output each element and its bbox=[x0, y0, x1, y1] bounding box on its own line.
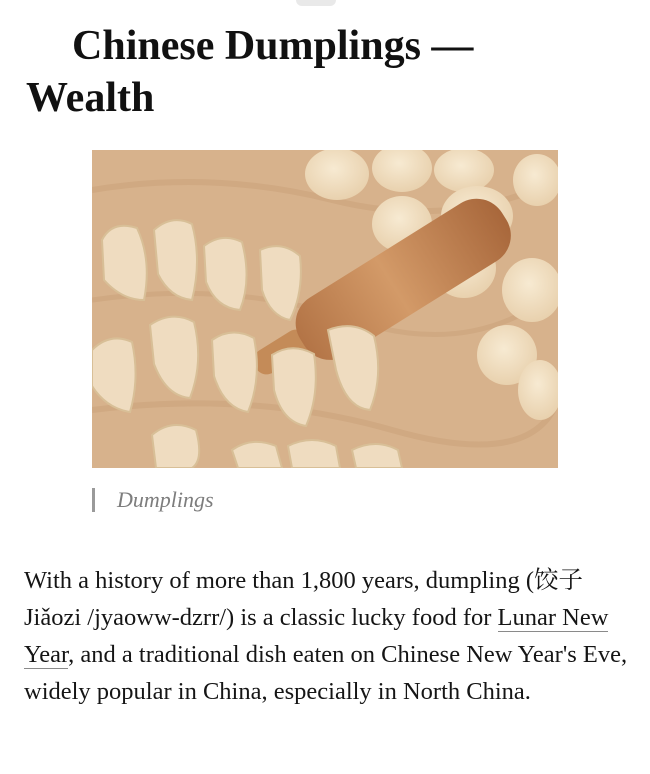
article-paragraph bbox=[24, 562, 634, 710]
article-title-line-2: Wealth bbox=[26, 75, 155, 121]
image-caption-text: Dumplings bbox=[117, 487, 214, 512]
paragraph-text-start: With a history of more than 1,800 years, dumpling (饺子 Jiǎozi /jyaoww-dzrr/) is a classic lucky food for bbox=[24, 567, 584, 631]
caption-bar bbox=[92, 488, 95, 512]
lunar-new-year-link[interactable]: Lunar New Year bbox=[24, 604, 609, 668]
top-drag-handle bbox=[296, 0, 336, 6]
dumplings-photo bbox=[92, 150, 558, 468]
image-caption bbox=[92, 486, 214, 514]
dumplings-illustration bbox=[92, 150, 558, 468]
article-title-line-1: Chinese Dumplings — bbox=[72, 23, 474, 69]
article-title bbox=[26, 20, 636, 124]
paragraph-text-end: , and a traditional dish eaten on Chinese New Year's Eve, widely popular in China, especially in North China. bbox=[24, 641, 628, 705]
